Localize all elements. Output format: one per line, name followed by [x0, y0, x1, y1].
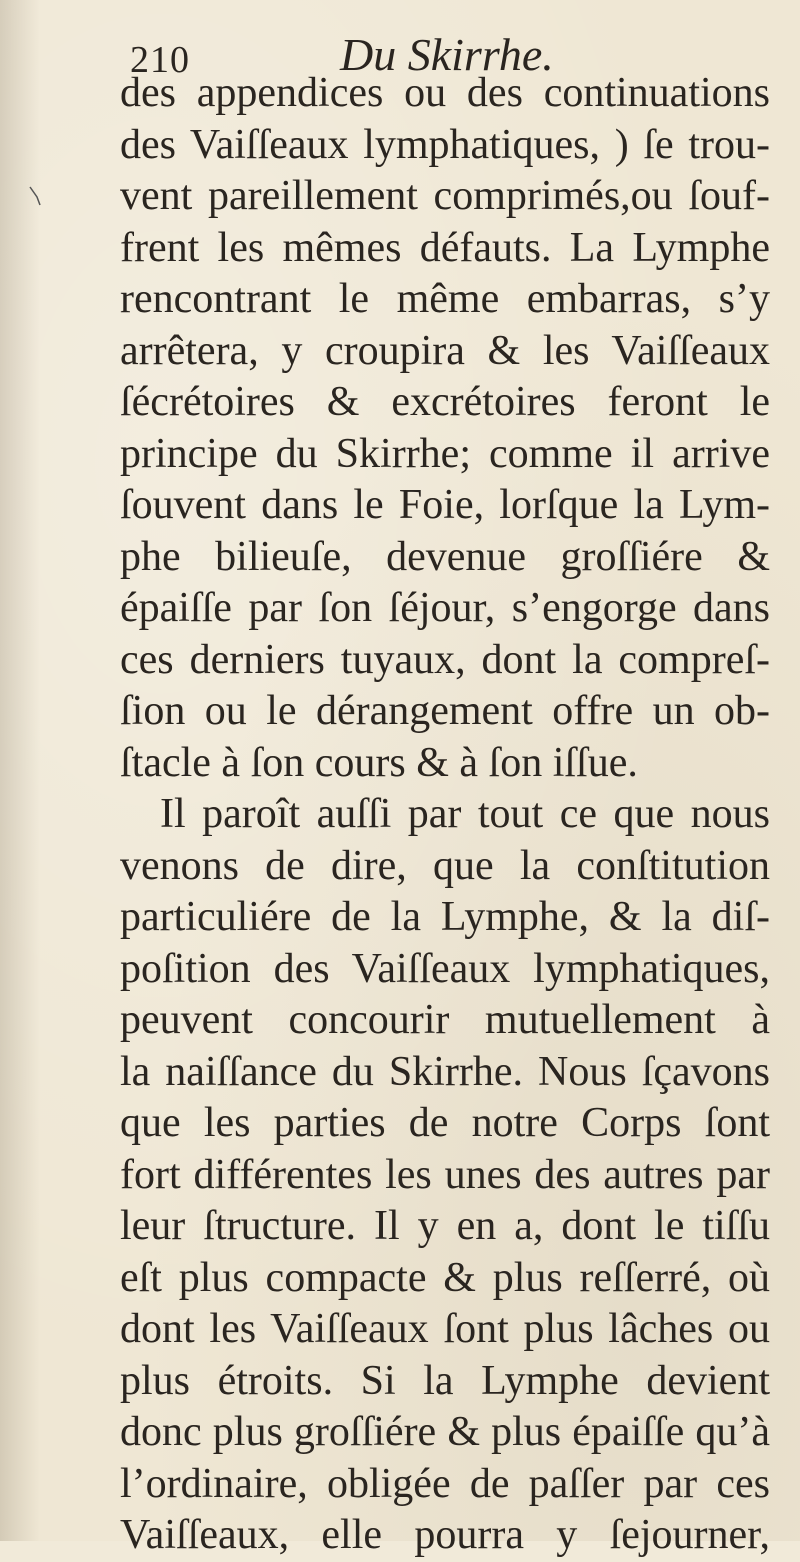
text-line: Il paroît auſſi par tout ce que nous — [160, 791, 770, 837]
text-line: que les parties de notre Corps ſont — [120, 1100, 770, 1146]
text-line: ſtacle à ſon cours & à ſon iſſue. — [120, 739, 638, 786]
text-line: Vaiſſeaux, elle pourra y ſejourner, — [120, 1512, 770, 1558]
margin-pen-mark — [28, 185, 42, 207]
page-gutter-shadow — [0, 0, 40, 1541]
body-text — [120, 68, 770, 1562]
text-line: la naiſſance du Skirrhe. Nous ſçavons — [120, 1048, 770, 1095]
text-line: phe bilieuſe, devenue groſſiére & — [120, 533, 770, 580]
text-line: peuvent concourir mutuellement à — [120, 997, 770, 1043]
text-line: venons de dire, que la conſtitution — [120, 842, 770, 889]
text-line: principe du Skirrhe; comme il arrive — [120, 430, 770, 477]
text-line: épaiſſe par ſon ſéjour, s’engorge dans — [120, 585, 770, 631]
text-line: leur ſtructure. Il y en a, dont le tiſſu — [120, 1203, 770, 1249]
text-line: particuliére de la Lymphe, & la diſ- — [120, 894, 770, 940]
text-line: ſécrétoires & excrétoires feront le — [120, 379, 770, 425]
text-line: l’ordinaire, obligée de paſſer par ces — [120, 1460, 770, 1507]
text-line: vent pareillement comprimés,ou ſouf- — [120, 173, 770, 219]
page-number: 210 — [130, 39, 190, 81]
text-line: donc plus groſſiére & plus épaiſſe qu’à — [120, 1409, 770, 1455]
text-line: fort différentes les unes des autres par — [120, 1151, 770, 1198]
text-line: plus étroits. Si la Lymphe devient — [120, 1357, 770, 1404]
running-head: Du Skirrhe. — [340, 29, 554, 80]
text-line: rencontrant le même embarras, s’y — [120, 276, 770, 322]
text-line: des appendices ou des continuations — [120, 70, 770, 116]
text-line: ſion ou le dérangement offre un ob- — [120, 688, 770, 734]
text-line: ces derniers tuyaux, dont la compreſ- — [120, 636, 770, 683]
text-line: des Vaiſſeaux lymphatiques, ) ſe trou- — [120, 121, 770, 168]
text-line: dont les Vaiſſeaux ſont plus lâches ou — [120, 1306, 770, 1352]
text-line: ſouvent dans le Foie, lorſque la Lym- — [120, 482, 770, 528]
text-line: poſition des Vaiſſeaux lymphatiques, — [120, 945, 770, 992]
text-line: frent les mêmes défauts. La Lymphe — [120, 224, 770, 271]
text-line: eſt plus compacte & plus reſſerré, où — [120, 1254, 770, 1301]
text-line: arrêtera, y croupira & les Vaiſſeaux — [120, 327, 770, 374]
